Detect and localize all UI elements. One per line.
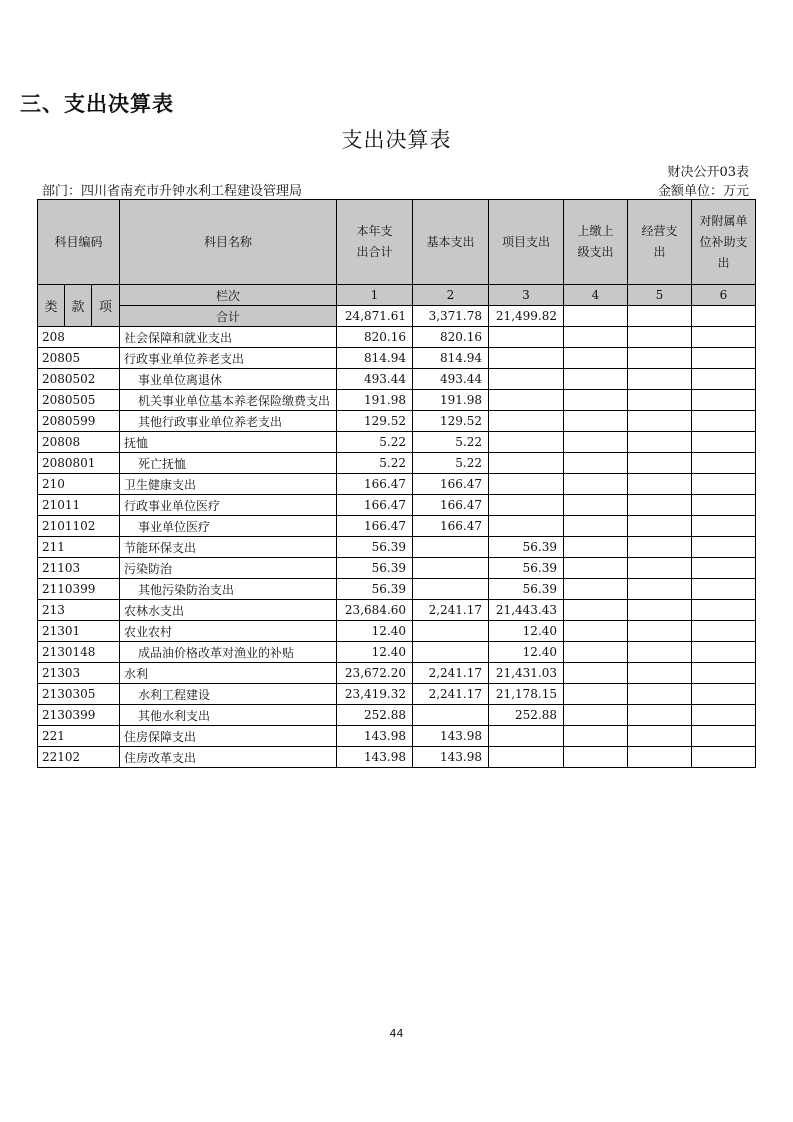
row-business <box>628 642 692 663</box>
row-subsidiary <box>692 747 756 768</box>
row-total: 129.52 <box>337 411 413 432</box>
row-basic: 129.52 <box>413 411 489 432</box>
row-basic: 814.94 <box>413 348 489 369</box>
row-subsidiary <box>692 495 756 516</box>
row-subsidiary <box>692 369 756 390</box>
row-total: 12.40 <box>337 642 413 663</box>
row-business <box>628 516 692 537</box>
row-subsidiary <box>692 327 756 348</box>
row-project <box>489 453 564 474</box>
row-upper-payment <box>564 390 628 411</box>
header-total: 本年支出合计 <box>337 200 413 285</box>
header-lanci: 栏次 <box>120 285 337 306</box>
row-code: 21103 <box>38 558 120 579</box>
total-label: 合计 <box>120 306 337 327</box>
row-project: 56.39 <box>489 537 564 558</box>
row-code: 2101102 <box>38 516 120 537</box>
table-row <box>38 537 756 558</box>
row-name: 卫生健康支出 <box>120 474 337 495</box>
row-total: 820.16 <box>337 327 413 348</box>
row-upper-payment <box>564 432 628 453</box>
row-name: 抚恤 <box>120 432 337 453</box>
row-basic: 493.44 <box>413 369 489 390</box>
table-row <box>38 474 756 495</box>
header-upper-payment: 上缴上级支出 <box>564 200 628 285</box>
table-row <box>38 579 756 600</box>
column-index-row <box>38 285 756 306</box>
row-code: 2130148 <box>38 642 120 663</box>
row-project: 21,431.03 <box>489 663 564 684</box>
row-total: 143.98 <box>337 747 413 768</box>
row-basic: 191.98 <box>413 390 489 411</box>
row-upper-payment <box>564 327 628 348</box>
row-business <box>628 474 692 495</box>
table-row <box>38 432 756 453</box>
table-row <box>38 663 756 684</box>
row-subsidiary <box>692 642 756 663</box>
row-code: 22102 <box>38 747 120 768</box>
row-code: 221 <box>38 726 120 747</box>
row-total: 12.40 <box>337 621 413 642</box>
row-total: 23,672.20 <box>337 663 413 684</box>
table-row <box>38 621 756 642</box>
table-row <box>38 453 756 474</box>
row-business <box>628 432 692 453</box>
row-name: 住房保障支出 <box>120 726 337 747</box>
row-business <box>628 348 692 369</box>
row-project <box>489 726 564 747</box>
row-name: 农业农村 <box>120 621 337 642</box>
page-number: 44 <box>389 1027 404 1040</box>
row-total: 5.22 <box>337 453 413 474</box>
row-project: 12.40 <box>489 621 564 642</box>
table-row <box>38 390 756 411</box>
row-business <box>628 411 692 432</box>
row-total: 166.47 <box>337 495 413 516</box>
row-total: 252.88 <box>337 705 413 726</box>
row-upper-payment <box>564 600 628 621</box>
row-upper-payment <box>564 516 628 537</box>
row-total: 56.39 <box>337 579 413 600</box>
row-upper-payment <box>564 474 628 495</box>
row-subsidiary <box>692 600 756 621</box>
row-subsidiary <box>692 705 756 726</box>
row-basic <box>413 558 489 579</box>
row-code: 2080801 <box>38 453 120 474</box>
row-basic: 166.47 <box>413 495 489 516</box>
amount-unit-label: 金额单位：万元 <box>657 184 749 199</box>
row-total: 166.47 <box>337 474 413 495</box>
row-upper-payment <box>564 495 628 516</box>
row-code: 2130399 <box>38 705 120 726</box>
header-business: 经营支出 <box>628 200 692 285</box>
row-project <box>489 432 564 453</box>
row-name: 行政事业单位医疗 <box>120 495 337 516</box>
row-subsidiary <box>692 663 756 684</box>
row-code: 213 <box>38 600 120 621</box>
row-project <box>489 495 564 516</box>
row-subsidiary <box>692 474 756 495</box>
total-subsidiary <box>692 306 756 327</box>
row-name: 死亡抚恤 <box>120 453 337 474</box>
row-total: 493.44 <box>337 369 413 390</box>
header-subsidiary: 对附属单位补助支出 <box>692 200 756 285</box>
table-row <box>38 642 756 663</box>
row-basic: 143.98 <box>413 726 489 747</box>
table-row <box>38 726 756 747</box>
row-name: 成品油价格改革对渔业的补贴 <box>120 642 337 663</box>
row-code: 20808 <box>38 432 120 453</box>
row-basic: 166.47 <box>413 516 489 537</box>
row-code: 211 <box>38 537 120 558</box>
row-upper-payment <box>564 726 628 747</box>
row-basic <box>413 537 489 558</box>
row-business <box>628 453 692 474</box>
row-subsidiary <box>692 453 756 474</box>
header-kuan: 款 <box>65 285 92 327</box>
row-upper-payment <box>564 537 628 558</box>
row-subsidiary <box>692 516 756 537</box>
row-name: 水利 <box>120 663 337 684</box>
row-business <box>628 726 692 747</box>
row-total: 143.98 <box>337 726 413 747</box>
row-total: 191.98 <box>337 390 413 411</box>
row-project <box>489 390 564 411</box>
table-header-row <box>38 200 756 285</box>
total-basic: 3,371.78 <box>413 306 489 327</box>
row-upper-payment <box>564 684 628 705</box>
row-name: 事业单位医疗 <box>120 516 337 537</box>
table-row <box>38 747 756 768</box>
row-code: 2130305 <box>38 684 120 705</box>
row-basic <box>413 705 489 726</box>
row-name: 事业单位离退休 <box>120 369 337 390</box>
row-project <box>489 411 564 432</box>
total-row <box>38 306 756 327</box>
row-upper-payment <box>564 747 628 768</box>
row-name: 其他水利支出 <box>120 705 337 726</box>
header-code: 科目编码 <box>38 200 120 285</box>
row-business <box>628 327 692 348</box>
row-basic: 143.98 <box>413 747 489 768</box>
index-4: 4 <box>564 285 628 306</box>
table-row <box>38 705 756 726</box>
table-row <box>38 327 756 348</box>
row-business <box>628 663 692 684</box>
row-project: 21,178.15 <box>489 684 564 705</box>
row-upper-payment <box>564 558 628 579</box>
row-basic <box>413 642 489 663</box>
row-subsidiary <box>692 558 756 579</box>
table-row <box>38 516 756 537</box>
row-subsidiary <box>692 390 756 411</box>
row-name: 行政事业单位养老支出 <box>120 348 337 369</box>
row-total: 56.39 <box>337 558 413 579</box>
row-total: 23,684.60 <box>337 600 413 621</box>
row-subsidiary <box>692 726 756 747</box>
header-project: 项目支出 <box>489 200 564 285</box>
row-business <box>628 600 692 621</box>
row-project <box>489 327 564 348</box>
total-business <box>628 306 692 327</box>
table-row <box>38 558 756 579</box>
row-total: 56.39 <box>337 537 413 558</box>
row-business <box>628 369 692 390</box>
row-project <box>489 474 564 495</box>
department-label: 部门：四川省南充市升钟水利工程建设管理局 <box>42 184 303 199</box>
row-subsidiary <box>692 537 756 558</box>
row-name: 机关事业单位基本养老保险缴费支出 <box>120 390 337 411</box>
row-subsidiary <box>692 432 756 453</box>
row-project: 12.40 <box>489 642 564 663</box>
header-basic: 基本支出 <box>413 200 489 285</box>
table-row <box>38 411 756 432</box>
row-project: 56.39 <box>489 558 564 579</box>
index-5: 5 <box>628 285 692 306</box>
header-xiang: 项 <box>92 285 120 327</box>
section-heading: 三、支出决算表 <box>20 92 174 116</box>
row-name: 其他行政事业单位养老支出 <box>120 411 337 432</box>
row-name: 住房改革支出 <box>120 747 337 768</box>
row-upper-payment <box>564 348 628 369</box>
row-upper-payment <box>564 621 628 642</box>
row-basic <box>413 579 489 600</box>
row-code: 2080505 <box>38 390 120 411</box>
form-code: 财决公开03表 <box>667 165 749 180</box>
row-code: 208 <box>38 327 120 348</box>
row-project <box>489 516 564 537</box>
row-upper-payment <box>564 453 628 474</box>
row-basic: 2,241.17 <box>413 684 489 705</box>
row-subsidiary <box>692 579 756 600</box>
row-project: 252.88 <box>489 705 564 726</box>
row-project: 21,443.43 <box>489 600 564 621</box>
row-project <box>489 348 564 369</box>
row-code: 20805 <box>38 348 120 369</box>
row-code: 2080502 <box>38 369 120 390</box>
row-name: 社会保障和就业支出 <box>120 327 337 348</box>
row-business <box>628 621 692 642</box>
row-upper-payment <box>564 642 628 663</box>
row-basic <box>413 621 489 642</box>
row-subsidiary <box>692 348 756 369</box>
row-basic: 166.47 <box>413 474 489 495</box>
table-row <box>38 684 756 705</box>
row-project: 56.39 <box>489 579 564 600</box>
row-business <box>628 537 692 558</box>
row-upper-payment <box>564 369 628 390</box>
row-subsidiary <box>692 684 756 705</box>
row-basic: 5.22 <box>413 432 489 453</box>
row-subsidiary <box>692 621 756 642</box>
row-upper-payment <box>564 411 628 432</box>
row-business <box>628 747 692 768</box>
row-total: 23,419.32 <box>337 684 413 705</box>
row-total: 166.47 <box>337 516 413 537</box>
row-basic: 2,241.17 <box>413 663 489 684</box>
table-row <box>38 495 756 516</box>
index-6: 6 <box>692 285 756 306</box>
header-lei: 类 <box>38 285 65 327</box>
row-subsidiary <box>692 411 756 432</box>
row-business <box>628 558 692 579</box>
table-row <box>38 369 756 390</box>
total-project: 21,499.82 <box>489 306 564 327</box>
row-project <box>489 747 564 768</box>
row-code: 21301 <box>38 621 120 642</box>
index-1: 1 <box>337 285 413 306</box>
total-upper-payment <box>564 306 628 327</box>
row-business <box>628 579 692 600</box>
row-basic: 2,241.17 <box>413 600 489 621</box>
table-row <box>38 600 756 621</box>
row-business <box>628 390 692 411</box>
row-business <box>628 684 692 705</box>
row-business <box>628 705 692 726</box>
row-code: 2110399 <box>38 579 120 600</box>
row-upper-payment <box>564 663 628 684</box>
row-basic: 820.16 <box>413 327 489 348</box>
row-code: 2080599 <box>38 411 120 432</box>
row-project <box>489 369 564 390</box>
row-code: 210 <box>38 474 120 495</box>
row-upper-payment <box>564 579 628 600</box>
table-row <box>38 348 756 369</box>
row-name: 其他污染防治支出 <box>120 579 337 600</box>
expenditure-table <box>37 199 756 768</box>
index-3: 3 <box>489 285 564 306</box>
row-name: 水利工程建设 <box>120 684 337 705</box>
row-basic: 5.22 <box>413 453 489 474</box>
row-name: 农林水支出 <box>120 600 337 621</box>
total-sum: 24,871.61 <box>337 306 413 327</box>
row-name: 污染防治 <box>120 558 337 579</box>
row-name: 节能环保支出 <box>120 537 337 558</box>
row-code: 21011 <box>38 495 120 516</box>
index-2: 2 <box>413 285 489 306</box>
row-upper-payment <box>564 705 628 726</box>
row-business <box>628 495 692 516</box>
row-total: 5.22 <box>337 432 413 453</box>
row-code: 21303 <box>38 663 120 684</box>
header-name: 科目名称 <box>120 200 337 285</box>
document-title: 支出决算表 <box>341 128 452 152</box>
row-total: 814.94 <box>337 348 413 369</box>
